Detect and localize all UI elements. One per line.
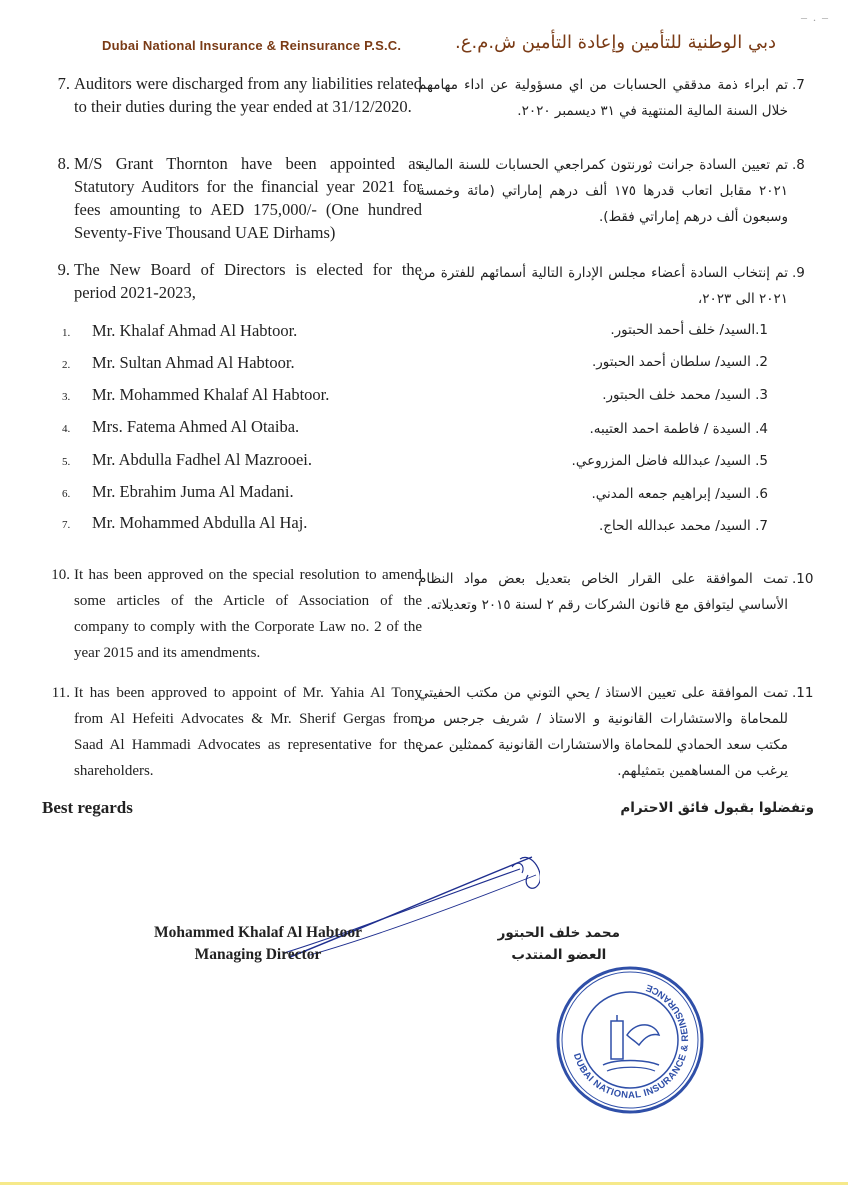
board-member-ar: 5. السيد/ عبدالله فاضل المزروعي. [571, 453, 768, 469]
footer-rule [0, 1182, 848, 1185]
item-8-ar [418, 152, 818, 230]
closing-regards-ar: وتفضلوا بقبول فائق الاحترام [620, 800, 814, 816]
board-member-en [62, 482, 294, 502]
item-number: 10. [51, 567, 70, 583]
svg-text:DUBAI NATIONAL INSURANCE & REI [571, 982, 691, 1101]
item-text: It has been approved on the special resolution to amend some articles of the Article of Association of the company to comply with the Corporate Law no. 2 of the year 2015 and its amendments. [74, 567, 422, 661]
board-member-ar: 6. السيد/ إبراهيم جمعه المدني. [591, 486, 768, 502]
item-number: 11. [51, 685, 70, 701]
item-number: .7 [792, 77, 805, 93]
member-name: Mr. Ebrahim Juma Al Madani. [92, 482, 294, 501]
signatory-ar [498, 922, 620, 966]
item-9-en [42, 258, 422, 304]
member-name: Mr. Sultan Ahmad Al Habtoor. [92, 353, 295, 372]
header-company-en: Dubai National Insurance & Reinsurance P.S.C. [102, 38, 402, 53]
item-number: .11 [792, 685, 814, 701]
board-member-en [62, 353, 295, 373]
signatory-title: Managing Director [194, 946, 322, 963]
signatory-name: Mohammed Khalaf Al Habtoor [154, 924, 362, 941]
item-number: 8. [57, 154, 70, 173]
board-member-ar: 7. السيد/ محمد عبدالله الحاج. [599, 518, 768, 534]
seal-text: DUBAI NATIONAL INSURANCE & REINSURANCE [570, 981, 692, 1102]
item-number: 7. [57, 74, 70, 93]
member-name: Mr. Khalaf Ahmad Al Habtoor. [92, 321, 298, 340]
item-number: .8 [792, 157, 805, 173]
board-member-en [62, 321, 297, 341]
item-number: 9. [57, 260, 70, 279]
corner-mark: – . – [801, 10, 828, 24]
member-number: 3. [62, 391, 71, 403]
header-company-ar: دبي الوطنية للتأمين وإعادة التأمين ش.م.ع. [455, 32, 776, 53]
member-number: 7. [62, 519, 71, 531]
item-11-ar [418, 680, 818, 784]
member-number: 2. [62, 359, 71, 371]
item-text: The New Board of Directors is elected for the period 2021-2023, [74, 260, 422, 302]
item-text: M/S Grant Thornton have been appointed as Statutory Auditors for the financial year 2021 for fees amounting to AED 175,000/- (One hundred Seventy-Five Thousand UAE Dirhams) [74, 154, 422, 242]
board-member-ar: 2. السيد/ سلطان أحمد الحبتور. [591, 354, 768, 370]
board-member-en [62, 385, 329, 405]
board-member-en [62, 450, 312, 470]
signatory-en [142, 922, 374, 966]
signatory-name: محمد خلف الحبتور [497, 925, 620, 941]
board-member-en [62, 417, 299, 437]
member-number: 4. [62, 423, 71, 435]
board-member-ar: 4. السيدة / فاطمة احمد العتيبه. [589, 421, 768, 437]
item-text: It has been approved to appoint of Mr. Yahia Al Tony from Al Hefeiti Advocates & Mr. Sherif Gergas from Saad Al Hammadi Advocates as representative for the shareholders. [74, 685, 422, 779]
item-8-en [42, 152, 422, 244]
item-text: تمت الموافقة على تعيين الاستاذ / يحي التوني من مكتب الحفيتي للمحاماة والاستشارات القانونية و الاستاذ / شريف جرجس من مكتب سعد الحمادي للمحاماة والاستشارات القانونية كممثلين عمن يرغب من المساهمين بتمثيلهم. [418, 685, 788, 779]
member-name: Mr. Abdulla Fadhel Al Mazrooei. [92, 450, 312, 469]
board-member-en [62, 513, 307, 533]
item-10-en [42, 562, 422, 666]
item-number: .10 [792, 571, 814, 587]
item-text: تم تعيين السادة جرانت ثورنتون كمراجعي الحسابات للسنة المالية ٢٠٢١ مقابل اتعاب قدرها ١٧٥ ألف درهم إماراتي (مائة وخمسة وسبعون ألف درهم إماراتي فقط). [418, 157, 788, 225]
member-number: 5. [62, 456, 71, 468]
item-text: تم ابراء ذمة مدققي الحسابات من اي مسؤولية عن اداء مهامهم خلال السنة المالية المنتهية في ٣١ ديسمبر ٢٠٢٠. [418, 77, 788, 119]
item-7-en [42, 72, 422, 118]
item-9-ar [418, 260, 818, 312]
item-10-ar [418, 566, 818, 618]
board-member-ar: 1.السيد/ خلف أحمد الحبتور. [610, 322, 768, 338]
signatory-title: العضو المنتدب [511, 947, 607, 963]
company-seal [555, 965, 705, 1115]
item-text: تم إنتخاب السادة أعضاء مجلس الإدارة التالية أسمائهم للفترة من ٢٠٢١ الى ٢٠٢٣، [418, 265, 788, 307]
member-name: Mrs. Fatema Ahmed Al Otaiba. [92, 417, 300, 436]
item-text: تمت الموافقة على القرار الخاص بتعديل بعض مواد النظام الأساسي ليتوافق مع قانون الشركات رقم ٢ لسنة ٢٠١٥ وتعديلاته. [418, 571, 788, 613]
item-11-en [42, 680, 422, 784]
item-7-ar [418, 72, 818, 124]
item-text: Auditors were discharged from any liabilities related to their duties during the year ended at 31/12/2020. [74, 74, 422, 116]
closing-regards-en: Best regards [42, 798, 133, 817]
board-member-ar: 3. السيد/ محمد خلف الحبتور. [602, 387, 768, 403]
member-name: Mr. Mohammed Abdulla Al Haj. [92, 513, 308, 532]
member-number: 1. [62, 327, 71, 339]
item-number: .9 [792, 265, 805, 281]
member-number: 6. [62, 488, 71, 500]
member-name: Mr. Mohammed Khalaf Al Habtoor. [92, 385, 330, 404]
